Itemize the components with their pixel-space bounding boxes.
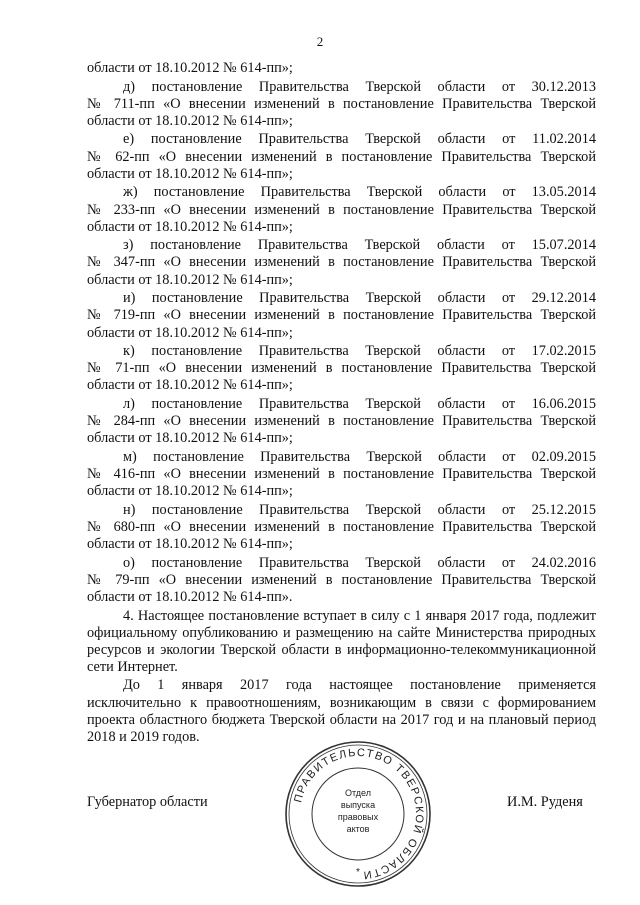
- stamp-center-line2: выпуска: [340, 800, 376, 810]
- document-body: [87, 60, 596, 746]
- amendment-item: [87, 555, 596, 607]
- amendment-item-line3: области от 18.10.2012 № 614-пп».: [87, 589, 293, 606]
- clause-4-continued: До 1 января 2017 года настоящее постановление применяется исключительно к правоотношениям, возникающим в связи с формированием проекта областного бюджета Тверской области на 2017 год и на плановый период 2018 и 2019 годов.: [87, 677, 596, 745]
- amendment-item-line3: области от 18.10.2012 № 614-пп»;: [87, 536, 293, 553]
- amendment-item-line1: ж) постановление Правительства Тверской области от 13.05.2014: [123, 184, 596, 201]
- amendment-item: [87, 502, 596, 554]
- clause-4: 4. Настоящее постановление вступает в силу с 1 января 2017 года, подлежит официальному опубликованию и размещению на сайте Министерства природных ресурсов и экологии Тверской области в информационно-телекоммуникационной сети Интернет.: [87, 607, 596, 676]
- intro-line: [87, 60, 596, 77]
- amendment-item-line3: области от 18.10.2012 № 614-пп»;: [87, 324, 293, 341]
- amendment-item: [87, 449, 596, 501]
- official-stamp: [282, 738, 434, 890]
- amendment-item-line2: № 62-пп «О внесении изменений в постановление Правительства Тверской: [87, 148, 596, 165]
- amendment-item-line1: д) постановление Правительства Тверской области от 30.12.2013: [123, 78, 596, 95]
- amendment-item-line1: и) постановление Правительства Тверской области от 29.12.2014: [123, 290, 596, 307]
- amendment-item: [87, 396, 596, 448]
- amendment-item: [87, 184, 596, 236]
- amendment-item-line1: м) постановление Правительства Тверской области от 02.09.2015: [123, 448, 596, 465]
- page-number: 2: [316, 34, 324, 49]
- amendment-item-line2: № 416-пп «О внесении изменений в постановление Правительства Тверской: [87, 466, 596, 483]
- amendment-item-line1: к) постановление Правительства Тверской области от 17.02.2015: [123, 343, 596, 360]
- amendment-item-line2: № 233-пп «О внесении изменений в постановление Правительства Тверской: [87, 201, 596, 218]
- amendment-item-line2: № 79-пп «О внесении изменений в постановление Правительства Тверской: [87, 571, 596, 588]
- amendment-item-line2: № 347-пп «О внесении изменений в постановление Правительства Тверской: [87, 254, 596, 271]
- amendment-item-line3: области от 18.10.2012 № 614-пп»;: [87, 112, 293, 129]
- amendment-item-line2: № 719-пп «О внесении изменений в постановление Правительства Тверской: [87, 307, 596, 324]
- amendment-item-line3: области от 18.10.2012 № 614-пп»;: [87, 377, 293, 394]
- stamp-center-line4: актов: [346, 824, 370, 834]
- amendment-item-line3: области от 18.10.2012 № 614-пп»;: [87, 430, 293, 447]
- signature-position: Губернатор области: [87, 794, 208, 810]
- amendment-item: [87, 290, 596, 342]
- amendment-item: [87, 237, 596, 289]
- amendment-item-line2: № 680-пп «О внесении изменений в постановление Правительства Тверской: [87, 518, 596, 535]
- amendments-list: [87, 79, 596, 607]
- amendment-item-line2: № 711-пп «О внесении изменений в постановление Правительства Тверской: [87, 95, 596, 112]
- amendment-item-line1: о) постановление Правительства Тверской области от 24.02.2016: [123, 554, 596, 571]
- stamp-seal: [282, 738, 434, 890]
- amendment-item-line3: области от 18.10.2012 № 614-пп»;: [87, 165, 293, 182]
- amendment-item-line1: л) постановление Правительства Тверской области от 16.06.2015: [123, 395, 596, 412]
- amendment-item: [87, 131, 596, 183]
- stamp-center-line1: Отдел: [344, 788, 372, 798]
- amendment-item: [87, 343, 596, 395]
- amendment-item-line1: н) постановление Правительства Тверской области от 25.12.2015: [123, 501, 596, 518]
- amendment-item-line3: области от 18.10.2012 № 614-пп»;: [87, 271, 293, 288]
- amendment-item-line3: области от 18.10.2012 № 614-пп»;: [87, 483, 293, 500]
- stamp-star: *: [356, 867, 360, 878]
- amendment-item-line1: е) постановление Правительства Тверской области от 11.02.2014: [123, 131, 596, 148]
- stamp-ring-text: ПРАВИТЕЛЬСТВО ТВЕРСКОЙ ОБЛАСТИ: [292, 746, 426, 881]
- signature-name: И.М. Руденя: [507, 794, 583, 810]
- amendment-item-line1: з) постановление Правительства Тверской области от 15.07.2014: [123, 237, 596, 254]
- intro-line-text: области от 18.10.2012 № 614-пп»;: [87, 60, 293, 76]
- stamp-center-line3: правовых: [337, 812, 379, 822]
- amendment-item-line2: № 284-пп «О внесении изменений в постановление Правительства Тверской: [87, 413, 596, 430]
- amendment-item: [87, 79, 596, 131]
- amendment-item-line2: № 71-пп «О внесении изменений в постановление Правительства Тверской: [87, 360, 596, 377]
- amendment-item-line3: области от 18.10.2012 № 614-пп»;: [87, 218, 293, 235]
